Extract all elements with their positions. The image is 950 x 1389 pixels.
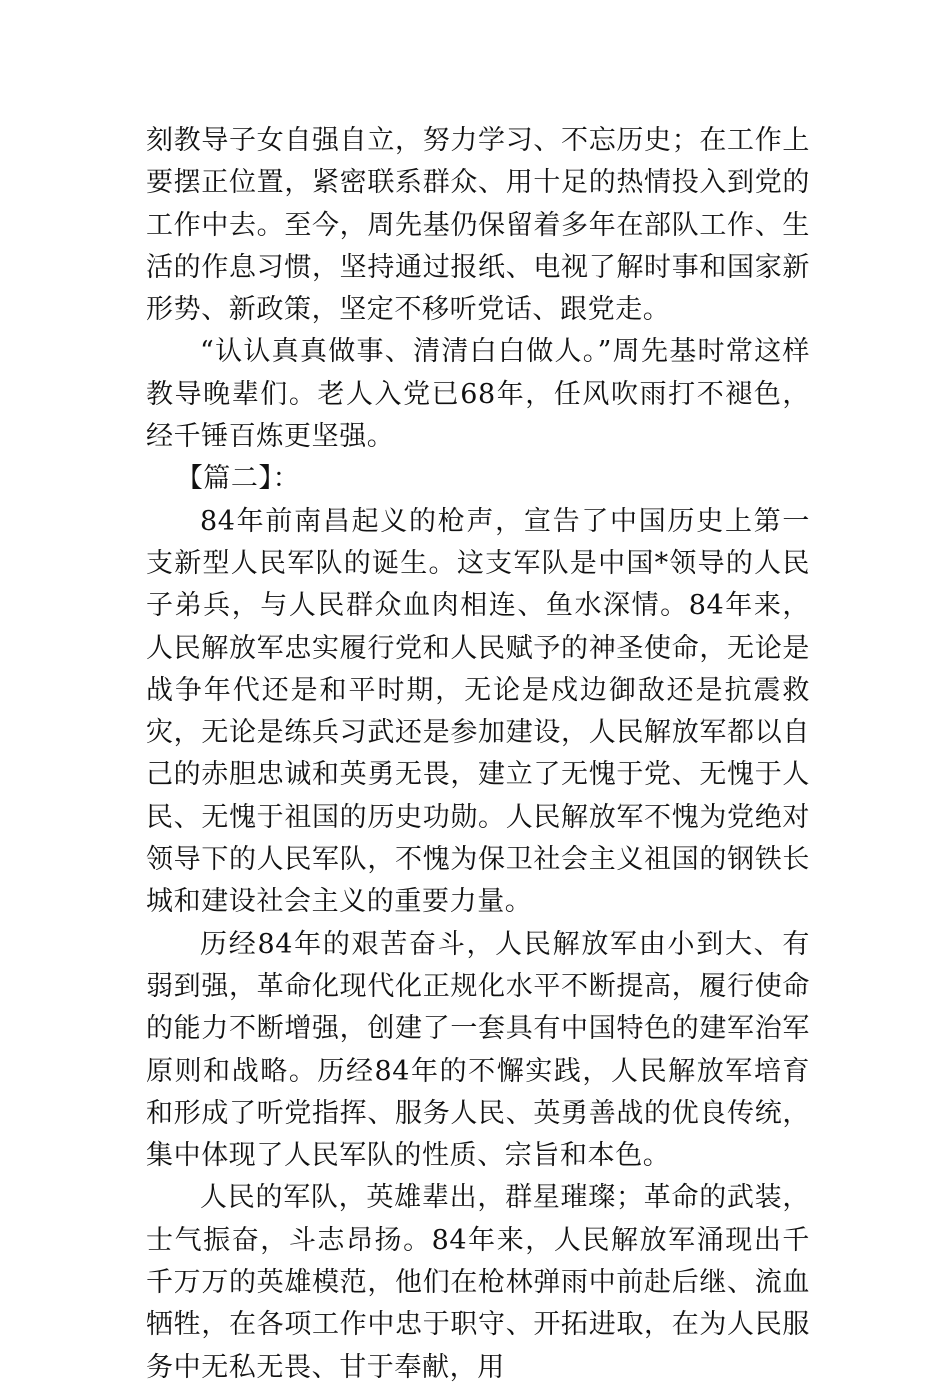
section-heading: 【篇二】：: [175, 463, 301, 495]
document-body: [146, 120, 810, 1389]
section-paragraph-2: 历经84年的艰苦奋斗，人民解放军由小到大、有弱到强，革命化现代化正规化水平不断提高，履行使命的能力不断增强，创建了一套具有中国特色的建军治军原则和战略。历经84年的不懈实践，人民解放军培育和形成了听党指挥、服务人民、英勇善战的优良传统，集中体现了人民军队的性质、宗旨和本色。: [146, 928, 810, 1172]
section-paragraph-1: 84年前南昌起义的枪声，宣告了中国历史上第一支新型人民军队的诞生。这支军队是中国*领导的人民子弟兵，与人民群众血肉相连、鱼水深情。84年来，人民解放军忠实履行党和人民赋予的神圣使命，无论是战争年代还是和平时期，无论是戍边御敌还是抗震救灾，无论是练兵习武还是参加建设，人民解放军都以自己的赤胆忠诚和英勇无畏，建立了无愧于党、无愧于人民、无愧于祖国的历史功勋。人民解放军不愧为党绝对领导下的人民军队，不愧为保卫社会主义祖国的钢铁长城和建设社会主义的重要力量。: [146, 505, 810, 918]
paragraph-continuation: 刻教导子女自强自立，努力学习、不忘历史；在工作上要摆正位置，紧密联系群众、用十足的热情投入到党的工作中去。至今，周先基仍保留着多年在部队工作、生活的作息习惯，坚持通过报纸、电视了解时事和国家新形势、新政策，坚定不移听党话、跟党走。: [146, 125, 810, 326]
paragraph-quote: “认认真真做事、清清白白做人。”周先基时常这样教导晚辈们。老人入党已68年，任风吹雨打不褪色，经千锤百炼更坚强。: [146, 336, 810, 453]
section-paragraph-3: 人民的军队，英雄辈出，群星璀璨；革命的武装，士气振奋，斗志昂扬。84年来，人民解放军涌现出千千万万的英雄模范，他们在枪林弹雨中前赴后继、流血牺牲，在各项工作中忠于职守、开拓进取，在为人民服务中无私无畏、甘于奉献，用: [146, 1182, 810, 1383]
